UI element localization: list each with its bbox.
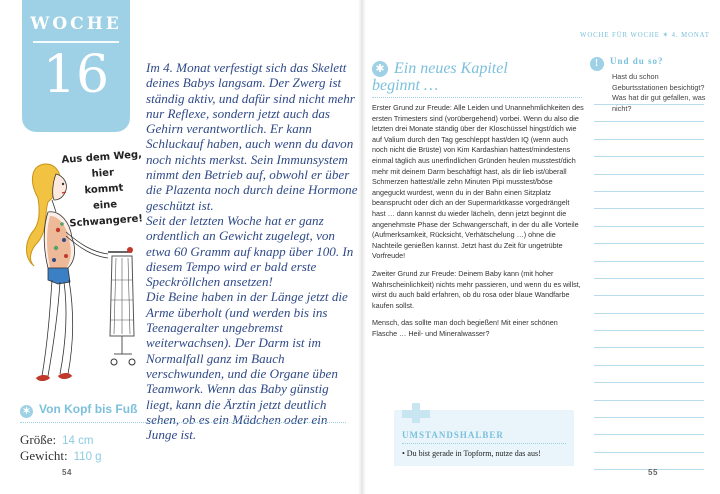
writing-line: [594, 174, 704, 175]
week-divider: [33, 41, 119, 43]
writing-line: [594, 278, 704, 279]
writing-lines: [594, 104, 704, 487]
page-number-right: 55: [648, 468, 658, 477]
kopf-divider: [20, 422, 346, 423]
kopf-section-title: [20, 402, 137, 418]
writing-line: [594, 104, 704, 105]
weight-value: 110 g: [73, 451, 102, 463]
speech-bubble: [59, 147, 148, 233]
cross-icon: [402, 403, 430, 423]
chapter-title: [372, 60, 562, 94]
main-paragraph-2: Seit der letzten Woche hat er ganz ordentlich an Gewicht zugelegt, von etwa 60 Gramm auf knapp über 100. In diesem Tempo wird er bald erste Speckröllchen ansetzen!: [146, 212, 354, 290]
writing-line: [594, 295, 704, 296]
asterisk-icon: ✱: [372, 61, 388, 77]
page-gutter: [358, 0, 366, 494]
bubble-line: hier: [91, 167, 115, 180]
week-label: WOCHE: [30, 14, 122, 34]
bubble-line: kommt: [84, 182, 124, 197]
box-title: UMSTANDSHALBER: [402, 430, 504, 440]
chapter-title-line2: beginnt …: [372, 77, 439, 94]
writing-line: [594, 382, 704, 383]
size-value: 14 cm: [62, 435, 94, 447]
side-title-text: Und du so?: [610, 56, 664, 66]
bubble-line: Schwangere!: [69, 213, 144, 230]
chapter-paragraph-3: Mensch, das sollte man doch begießen! Mit einer schönen Flasche … Heil- und Mineralwasser?: [372, 318, 558, 338]
weight-row: [20, 448, 102, 464]
writing-line: [594, 313, 704, 314]
size-row: [20, 432, 93, 448]
writing-line: [594, 347, 704, 348]
writing-line: [594, 208, 704, 209]
main-paragraph-1: Im 4. Monat verfestigt sich das Skelett deines Babys langsam. Der Zwerg ist ständig aktiv, und dafür sind nicht mehr nur Reflexe, sondern jetzt auch das Gehirn verantwortlich. Er kann Schluckauf haben, auch wenn du davon noch nichts merkst. Sein Immunsystem nimmt den Betrieb auf, obwohl er über die Plazenta noch durch deine Hormone geschützt ist.: [146, 60, 358, 213]
writing-line: [594, 365, 704, 366]
writing-line: [594, 243, 704, 244]
chapter-divider: [372, 97, 582, 98]
writing-line: [594, 261, 704, 262]
bubble-line: eine: [92, 199, 118, 212]
writing-line: [594, 121, 704, 122]
size-label: Größe:: [20, 432, 57, 447]
chapter-paragraph-1: Erster Grund zur Freude: Alle Leiden und Unannehmlichkeiten des ersten Trimesters sind (vorübergehend) vorbei. Wenn du also die letzten drei Monate ständig über der Kloschüssel hingst/dich wie auf Valium durch den Tag geschleppt hast/den IQ (wenn auch noch nicht die Brüste) von Kim Kardashian hattest/mindestens einmal täglich aus unerfindlichen Gründen heulen musstest/dich mehr mit deinem Darm beschäftigt hast, als dir lieb ist/überall Schmerzen hattest/alle zehn Minuten Pipi musstest/böse angeguckt wurdest, wenn du in der Bahn einen Sitzplatz beansprucht oder dich an der Supermarktkasse vorgedrängelt hast … dann kannst du wieder lächeln, denn jetzt beginnt die angenehmste Phase der Schwangerschaft, in der du alle Vorteile (Aufmerksamkeit, Rücksicht, Verhätschelung …) ohne die Nachteile genießen kannst. Jetzt hast du Zeit für ungetrübte Vorfreude!: [372, 103, 584, 261]
week-tab: [22, 0, 130, 132]
main-text: [146, 60, 358, 442]
weight-label: Gewicht:: [20, 448, 68, 463]
exclamation-icon: !: [590, 57, 604, 71]
side-title: [590, 56, 708, 71]
chapter-paragraph-2: Zweiter Grund zur Freude: Deinem Baby kann (mit hoher Wahrscheinlichkeit) nichts mehr passieren, und wenn du es willst, wirst du auch bald erfahren, ob du rosa oder blaue Wandfarbe kaufen sollst.: [372, 268, 581, 310]
chapter-body: [372, 103, 584, 346]
week-number: 16: [42, 44, 110, 105]
kopf-title-text: Von Kopf bis Fuß: [39, 402, 138, 416]
main-paragraph-3: Die Beine haben in der Länge jetzt die Arme überholt (und werden bis ins Teenageralter ungebremst weiterwachsen). Der Darm ist im Normalfall ganz im Bauch verschwunden, und die Organe üben Teamwork. Wenn das Baby günstig liegt, kann die Ärztin jetzt deutlich sehen, ob es ein Mädchen oder ein Junge ist.: [146, 289, 348, 443]
box-item: • Du bist gerade in Topform, nutze das aus!: [402, 449, 541, 458]
writing-line: [594, 417, 704, 418]
chapter-title-line1: Ein neues Kapitel: [394, 60, 508, 77]
writing-line: [594, 191, 704, 192]
writing-line: [594, 400, 704, 401]
writing-line: [594, 330, 704, 331]
bubble-line: Aus dem Weg,: [61, 149, 143, 166]
side-question: Hast du schon Geburtsstationen besichtigt? Was hat dir gut gefallen, was nicht?: [612, 72, 706, 113]
page-number-left: 54: [62, 468, 72, 477]
writing-line: [594, 156, 704, 157]
star-icon: ✶: [20, 405, 33, 418]
writing-line: [594, 226, 704, 227]
umstandshalber-box: [394, 410, 574, 466]
writing-line: [594, 452, 704, 453]
running-head: WOCHE FÜR WOCHE ✶ 4. MONAT: [580, 32, 710, 39]
writing-line: [594, 434, 704, 435]
box-divider: [402, 443, 566, 444]
writing-line: [594, 139, 704, 140]
